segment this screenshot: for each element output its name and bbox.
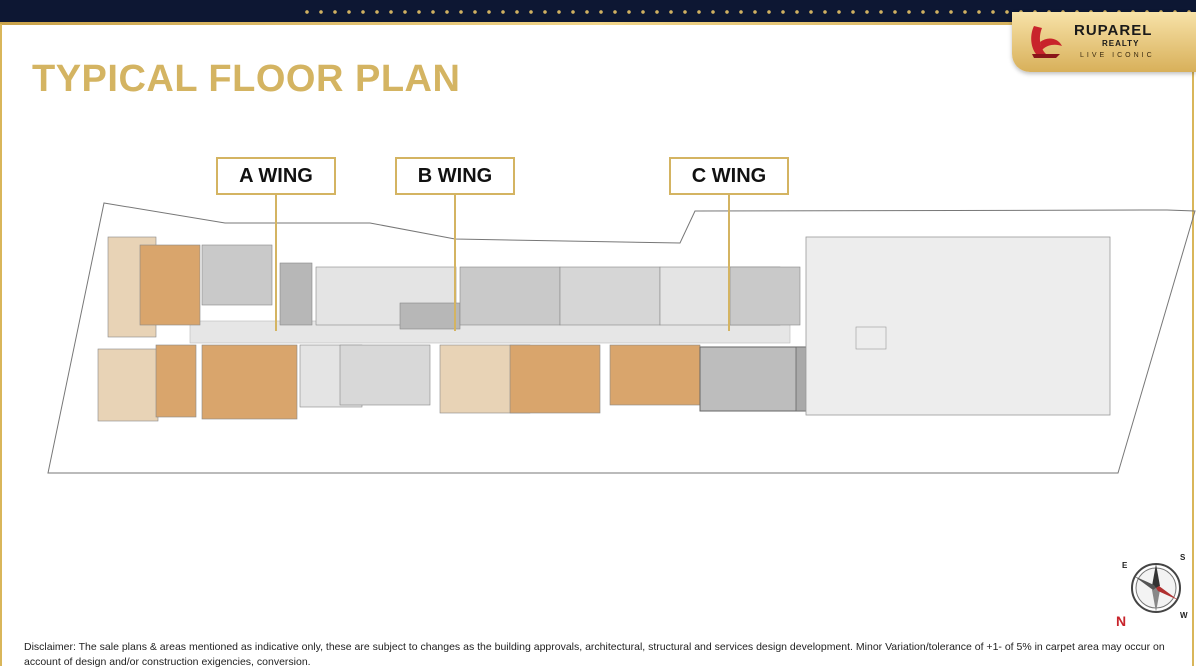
adjacent-block xyxy=(806,237,1110,415)
brand-sub: REALTY xyxy=(1102,39,1140,48)
wing-label-c: C WING xyxy=(669,157,789,195)
brand-tagline: LIVE ICONIC xyxy=(1080,52,1155,59)
floor-plan-drawing xyxy=(40,195,1196,485)
compass-east: E xyxy=(1122,561,1128,570)
brand-logo xyxy=(1012,12,1196,72)
compass-icon xyxy=(1116,552,1196,628)
wing-label-a: A WING xyxy=(216,157,336,195)
ruparel-logo-icon xyxy=(1026,20,1066,60)
compass-south: S xyxy=(1180,553,1186,562)
wing-label-b: B WING xyxy=(395,157,515,195)
compass-west: W xyxy=(1180,611,1188,620)
disclaimer-text: Disclaimer: The sale plans & areas mentioned as indicative only, these are subject to changes as the building approvals, architectural, structural and services design development. Minor Variation/tolerance of +1- of 5% in carpet area may occur on account of design and/or construction exigencies, conversion. xyxy=(24,641,1165,668)
page-title: TYPICAL FLOOR PLAN xyxy=(32,58,461,100)
brand-name: RUPAREL xyxy=(1074,22,1153,39)
compass-north: N xyxy=(1116,613,1127,628)
